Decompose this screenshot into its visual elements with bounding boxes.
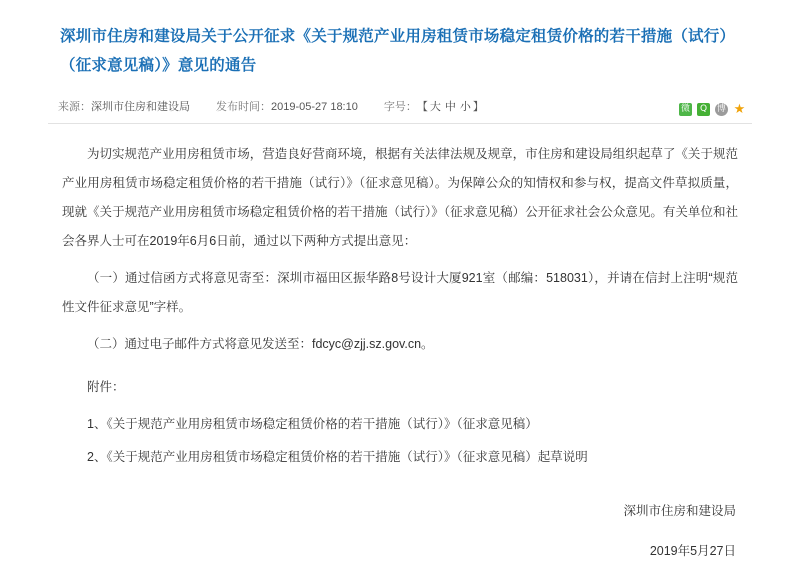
font-size-large-button[interactable]: 大	[429, 101, 441, 113]
font-size-small-button[interactable]: 小	[459, 101, 471, 113]
font-size-label: 字号：	[383, 101, 417, 113]
wechat-share-icon[interactable]: 微	[680, 104, 690, 114]
publish-time-meta	[216, 98, 358, 114]
article-meta-bar	[48, 96, 752, 124]
source-meta	[58, 98, 190, 114]
source-label: 来源：	[58, 101, 91, 113]
bracket-close: 】	[472, 101, 484, 113]
signature-block	[42, 498, 736, 564]
font-size-controls[interactable]	[384, 98, 484, 114]
qq-share-icon[interactable]: Q	[697, 103, 710, 116]
publish-time-value: 2019-05-27 18:10	[271, 101, 358, 113]
article-body	[48, 140, 752, 472]
signature-org: 深圳市住房和建设局	[623, 504, 736, 518]
page-title: 深圳市住房和建设局关于公开征求《关于规范产业用房租赁市场稳定租赁价格的若干措施（试行）（征求意见稿）》意见的通告	[60, 28, 736, 74]
favorite-star-icon[interactable]: ★	[733, 102, 746, 117]
signature-date: 2019年5月27日	[649, 544, 736, 558]
attachments-label: 附件：	[87, 380, 125, 394]
source-value: 深圳市住房和建设局	[91, 101, 190, 113]
font-size-medium-button[interactable]: 中	[444, 101, 456, 113]
publish-time-label: 发布时间：	[216, 101, 271, 113]
body-paragraph: （一）通过信函方式将意见寄至：深圳市福田区振华路8号设计大厦921室（邮编：518031），并请在信封上注明“规范性文件征求意见”字样。	[62, 271, 738, 314]
bracket-open: 【	[416, 101, 428, 113]
attachment-item[interactable]: 1、《关于规范产业用房租赁市场稳定租赁价格的若干措施（试行）》（征求意见稿）	[87, 417, 538, 431]
body-paragraph: （二）通过电子邮件方式将意见发送至：fdcyc@zjj.sz.gov.cn。	[87, 337, 434, 351]
attachment-item[interactable]: 2、《关于规范产业用房租赁市场稳定租赁价格的若干措施（试行）》（征求意见稿）起草说明	[87, 450, 588, 464]
weibo-share-icon[interactable]: 博	[716, 104, 726, 114]
share-toolbar[interactable]	[679, 103, 746, 116]
body-paragraph: 为切实规范产业用房租赁市场，营造良好营商环境，根据有关法律法规及规章，市住房和建设局组织起草了《关于规范产业用房租赁市场稳定租赁价格的若干措施（试行）》（征求意见稿）。为保障公众的知情权和参与权，提高文件草拟质量，现就《关于规范产业用房租赁市场稳定租赁价格的若干措施（试行）》（征求意见稿）公开征求社会公众意见。有关单位和社会各界人士可在2019年6月6日前，通过以下两种方式提出意见：	[62, 147, 738, 248]
